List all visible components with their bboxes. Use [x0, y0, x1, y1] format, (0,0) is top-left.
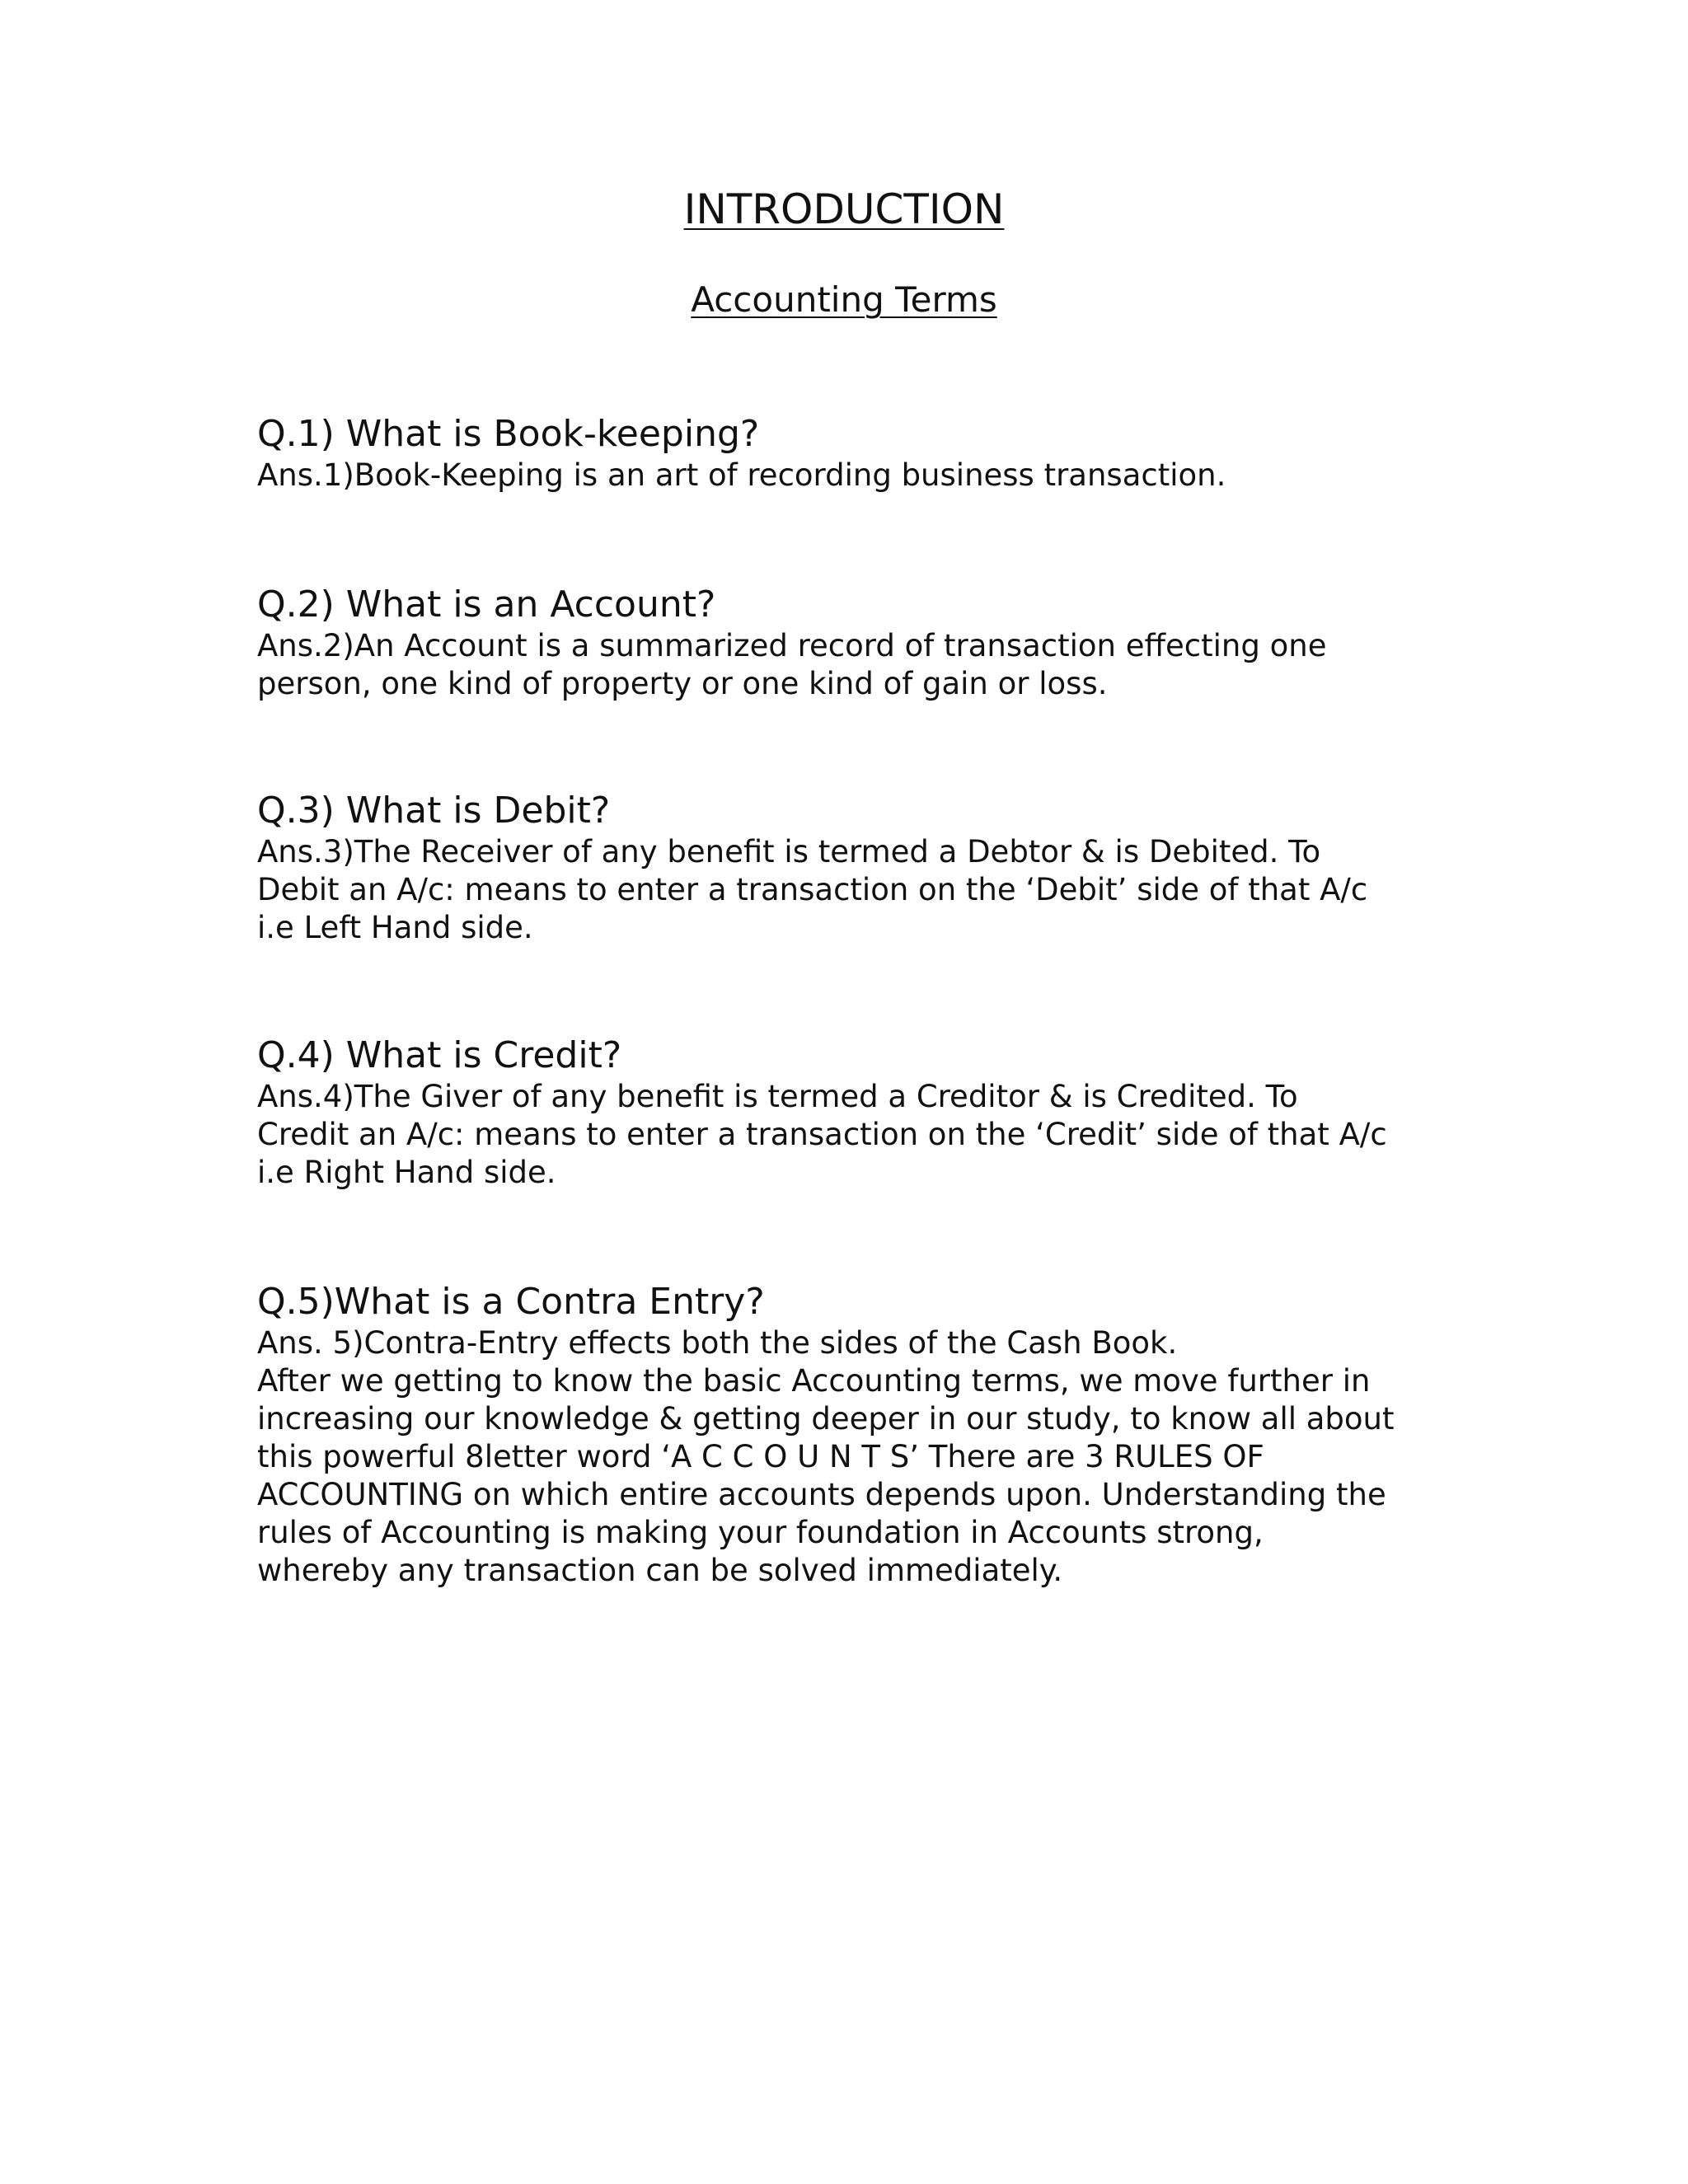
qa-item-4 [257, 1033, 1452, 1192]
question-4: Q.4) What is Credit? [257, 1034, 622, 1076]
question-2: Q.2) What is an Account? [257, 583, 716, 626]
question-5: Q.5)What is a Contra Entry? [257, 1281, 765, 1323]
answer-5-line: ACCOUNTING on which entire accounts depends upon. Understanding the [257, 1477, 1386, 1512]
answer-5-line: rules of Accounting is making your foundation in Accounts strong, [257, 1515, 1264, 1550]
answer-5-line: After we getting to know the basic Accounting terms, we move further in [257, 1363, 1371, 1399]
qa-item-3 [257, 789, 1452, 947]
answer-5 [257, 1324, 1452, 1590]
answer-4-line: i.e Right Hand side. [257, 1155, 556, 1190]
qa-item-5 [257, 1280, 1452, 1590]
answer-5-line: this powerful 8letter word ‘A C C O U N T S’ There are 3 RULES OF [257, 1439, 1264, 1474]
qa-item-2 [257, 583, 1452, 703]
answer-1 [257, 457, 1452, 494]
answer-3-line: Ans.3)The Receiver of any benefit is termed a Debtor & is Debited. To [257, 834, 1321, 869]
answer-2-line: Ans.2)An Account is a summarized record of transaction effecting one [257, 628, 1327, 663]
answer-3 [257, 833, 1452, 947]
answer-2-line: person, one kind of property or one kind of gain or loss. [257, 666, 1108, 701]
page-subtitle: Accounting Terms [691, 279, 997, 320]
answer-2 [257, 627, 1452, 703]
answer-4 [257, 1078, 1452, 1192]
answer-3-line: i.e Left Hand side. [257, 910, 533, 945]
answer-3-line: Debit an A/c: means to enter a transaction on the ‘Debit’ side of that A/c [257, 872, 1368, 907]
answer-4-line: Credit an A/c: means to enter a transaction on the ‘Credit’ side of that A/c [257, 1117, 1387, 1152]
answer-5-line: whereby any transaction can be solved immediately. [257, 1553, 1063, 1588]
answer-1-line: Ans.1)Book-Keeping is an art of recording business transaction. [257, 457, 1226, 493]
page-title: INTRODUCTION [683, 185, 1005, 233]
answer-5-line: Ans. 5)Contra-Entry effects both the sides of the Cash Book. [257, 1325, 1178, 1361]
answer-4-line: Ans.4)The Giver of any benefit is termed a Creditor & is Credited. To [257, 1079, 1298, 1114]
question-1: Q.1) What is Book-keeping? [257, 413, 760, 455]
answer-5-line: increasing our knowledge & getting deeper in our study, to know all about [257, 1401, 1395, 1436]
question-3: Q.3) What is Debit? [257, 790, 611, 832]
qa-item-1 [257, 412, 1452, 494]
